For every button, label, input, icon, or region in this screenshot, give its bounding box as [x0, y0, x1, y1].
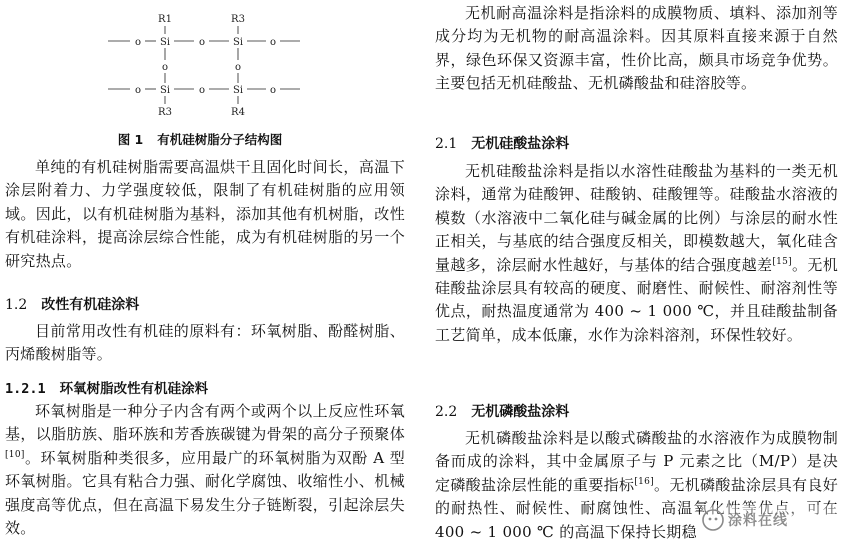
silicon-atom: Si	[232, 85, 244, 96]
section-title: 无机硅酸盐涂料	[471, 136, 570, 152]
paragraph-text: 。环氧树脂种类很多，应用最广的环氧树脂为双酚 A 型环氧树脂。它具有粘合力强、耐化学腐蚀、收缩性小、机械强度高等优点，但在高温下易发生分子链断裂，引起涂层失效。	[5, 448, 405, 538]
section-number: 1.2	[5, 297, 28, 313]
section-number: 2.1	[435, 136, 458, 152]
oxygen-atom: o	[269, 85, 277, 96]
watermark-text: 涂料在线	[728, 513, 788, 529]
oxygen-atom: o	[198, 85, 206, 96]
paragraph-text: 无机磷酸盐涂料是以酸式磷酸盐的水溶液作为成膜物制备而成的涂料，其中金属原子与 P 元素之比（M/P）是决定磷酸盐涂层性能的重要指标	[435, 429, 838, 494]
bridging-oxygen: o	[161, 62, 169, 73]
paragraph-intro-modification: 单纯的有机硅树脂需要高温烘干且固化时间长，高温下涂层附着力、力学强度较低，限制了有机硅树脂的应用领域。因此，以有机硅树脂为基料，添加其他有机树脂，改性有机硅涂料，提高涂层综合性能，成为有机硅树脂的另一个研究热点。	[5, 158, 405, 270]
substituent-r1: R1	[158, 14, 172, 25]
subsection-heading-1-2-1	[5, 377, 208, 397]
substituent-r3-bottom: R3	[158, 107, 172, 118]
oxygen-atom: o	[134, 37, 142, 48]
figure-caption	[0, 130, 400, 148]
right-column	[430, 0, 841, 557]
oxygen-atom: o	[134, 85, 142, 96]
paragraph-silicate-coatings	[435, 160, 838, 347]
silicon-atom: Si	[232, 37, 244, 48]
citation-ref: [10]	[5, 449, 25, 460]
section-title: 无机磷酸盐涂料	[471, 404, 570, 420]
bridging-oxygen: o	[234, 62, 242, 73]
figure-1	[0, 0, 410, 150]
section-heading-2-1	[435, 133, 569, 153]
substituent-r3-top: R3	[231, 14, 245, 25]
paragraph-common-modifiers: 目前常用改性有机硅的原料有：环氧树脂、酚醛树脂、丙烯酸树脂等。	[5, 322, 405, 364]
subsection-title: 环氧树脂改性有机硅涂料	[59, 381, 209, 397]
left-column	[0, 0, 410, 557]
section-number: 2.2	[435, 404, 458, 420]
figure-title: 有机硅树脂分子结构图	[157, 132, 283, 147]
substituent-r4: R4	[231, 107, 245, 118]
citation-ref: [16]	[634, 476, 655, 487]
paragraph-text: 环氧树脂是一种分子内含有两个或两个以上反应性环氧基，以脂肪族、脂环族和芳香族碳键为骨架的高分子预聚体	[5, 402, 405, 444]
paragraph-text: 无机硅酸盐涂料是指以水溶性硅酸盐为基料的一类无机涂料，通常为硅酸钾、硅酸钠、硅酸锂等。硅酸盐水溶液的模数（水溶液中二氧化硅与碱金属的比例）与涂层的耐水性正相关，与基底的结合强度反相关，即模数越大，氧化硅含量越多，涂层耐水性越好，与基体的结合强度越差	[435, 162, 838, 274]
section-title: 改性有机硅涂料	[41, 297, 140, 313]
paragraph-inorganic-coatings: 无机耐高温涂料是指涂料的成膜物质、填料、添加剂等成分均为无机物的耐高温涂料。因其原料直接来源于自然界，绿色环保又资源丰富，性价比高，颇具市场竞争优势。主要包括无机硅酸盐、无机磷酸盐和硅溶胶等。	[435, 4, 838, 93]
figure-number: 图 1	[117, 132, 144, 147]
paragraph-text: 。无机硅酸盐涂层具有较高的硬度、耐磨性、耐候性、耐溶剂性等优点，耐热温度通常为 400 ~ 1 000 ℃，并且硅酸盐制备工艺简单，成本低廉，水作为涂料溶剂，环保性较好。	[435, 255, 838, 344]
citation-ref: [15]	[772, 256, 792, 267]
silicone-resin-structure	[0, 8, 410, 118]
silicon-atom: Si	[159, 37, 171, 48]
section-heading-1-2	[5, 294, 139, 314]
oxygen-atom: o	[198, 37, 206, 48]
section-heading-2-2	[435, 401, 569, 421]
silicon-atom: Si	[159, 85, 171, 96]
oxygen-atom: o	[269, 37, 277, 48]
paragraph-epoxy-resin	[5, 400, 405, 540]
wechat-logo-icon	[702, 509, 724, 531]
watermark	[702, 505, 841, 535]
paragraph-text: 。无机磷酸盐涂层具有良好的耐热性、耐候性、耐腐蚀性、高温氧化性等优点，可在 400 ~ 1 000 ℃ 的高温下保持长期稳	[435, 475, 838, 541]
subsection-number: 1.2.1	[5, 381, 46, 397]
